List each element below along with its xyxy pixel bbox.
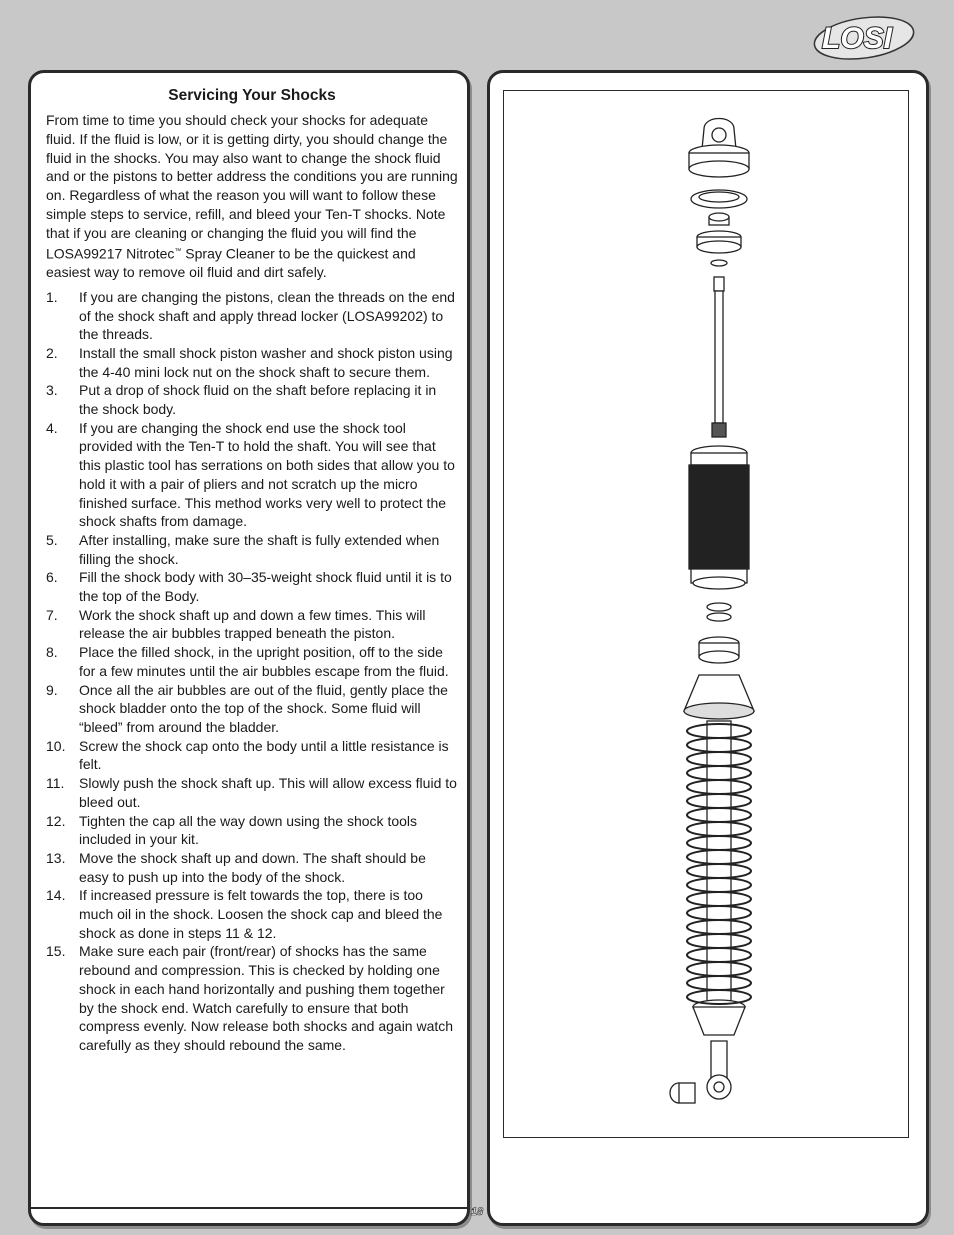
- step-item: [46, 849, 458, 886]
- rod-end: [707, 1041, 731, 1099]
- step-item: [46, 812, 458, 849]
- step-item: [46, 419, 458, 531]
- step-item: [46, 886, 458, 942]
- piston-washer: [711, 260, 727, 266]
- step-item: [46, 942, 458, 1054]
- step-number: 6.: [46, 569, 58, 586]
- page-number: 18: [470, 1206, 484, 1218]
- step-text: Make sure each pair (front/rear) of shocks has the same rebound and compression. This is checked by holding one shock in each hand horizontally and pushing them together by the shock end. Watch carefully to ensure that both compress evenly. Now release both shocks and again watch carefully as they should rebound the same.: [79, 943, 454, 1053]
- step-number: 12.: [46, 812, 66, 829]
- svg-text:LOSI: LOSI: [822, 22, 893, 55]
- lock-nut: [709, 213, 729, 225]
- step-item: [46, 381, 458, 418]
- piston: [697, 231, 741, 253]
- losi-logo: [812, 10, 922, 60]
- step-text: If increased pressure is felt towards the top, there is too much oil in the shock. Loosen the shock cap and bleed the shock as done in steps 11 & 12.: [79, 887, 443, 941]
- upper-spring-cup: [684, 675, 754, 719]
- steps-list: [46, 288, 458, 1055]
- step-text: Fill the shock body with 30–35-weight shock fluid until it is to the top of the Body.: [79, 569, 452, 605]
- step-number: 8.: [46, 644, 58, 661]
- shock-cap: [689, 119, 749, 178]
- step-text: Install the small shock piston washer and shock piston using the 4-40 mini lock nut on the shock shaft to secure them.: [79, 344, 453, 380]
- step-text: Once all the air bubbles are out of the fluid, gently place the shock bladder onto the top of the shock. Some fluid will “bleed” from around the bladder.: [79, 681, 448, 735]
- bladder-ring: [691, 190, 747, 208]
- step-item: [46, 344, 458, 381]
- shock-body: [689, 446, 749, 589]
- step-text: Put a drop of shock fluid on the shaft before replacing it in the shock body.: [79, 382, 437, 418]
- step-text: If you are changing the pistons, clean the threads on the end of the shock shaft and apply thread locker (LOSA99202) to the threads.: [79, 288, 455, 343]
- step-item: [46, 288, 458, 344]
- section-title: Servicing Your Shocks: [168, 87, 336, 104]
- step-text: If you are changing the shock end use the shock tool provided with the Ten-T to hold the shaft. You will see that this plastic tool has serrations on both sides that allow you to hold it with a pair of pliers and not scratch up the micro finished surface. This method works very well to protect the shock shafts from damage.: [79, 419, 455, 530]
- step-text: After installing, make sure the shaft is fully extended when filling the shock.: [79, 531, 440, 567]
- step-text: Slowly push the shock shaft up. This will allow excess fluid to bleed out.: [79, 775, 457, 810]
- step-number: 10.: [46, 737, 66, 754]
- collar: [699, 637, 739, 663]
- shock-exploded-diagram: [503, 90, 909, 1138]
- step-number: 7.: [46, 606, 58, 623]
- bushing: [670, 1083, 695, 1103]
- step-number: 9.: [46, 681, 58, 698]
- step-number: 14.: [46, 887, 66, 904]
- step-number: 15.: [46, 943, 66, 960]
- step-text: Place the filled shock, in the upright position, off to the side for a few minutes until the air bubbles escape from the fluid.: [79, 644, 449, 679]
- step-number: 4.: [46, 419, 58, 436]
- step-number: 1.: [46, 288, 58, 305]
- step-number: 2.: [46, 344, 58, 361]
- intro-paragraph: From time to time you should check your shocks for adequate fluid. If the fluid is low, or it is getting dirty, you should change the fluid in the shocks. You may also want to change the shock fluid and or the pistons to better address the conditions you are running on. Regardless of what the reason you will want to follow these simple steps to service, refill, and bleed your Ten-T shocks. Note that if you are cleaning or changing the fluid you will find the LOSA99217 Nitrotec™ Spray Cleaner to be the quickest and easiest way to remove oil fluid and dirt safely.: [46, 112, 458, 281]
- body-seals: [707, 603, 731, 621]
- shock-diagram-svg: [504, 91, 908, 1137]
- step-item: [46, 568, 458, 605]
- step-text: Screw the shock cap onto the body until a little resistance is felt.: [79, 737, 449, 773]
- lower-spring-cup: [693, 1000, 745, 1035]
- step-number: 13.: [46, 849, 66, 866]
- step-item: [46, 643, 458, 680]
- step-item: [46, 774, 458, 811]
- step-number: 3.: [46, 382, 58, 399]
- step-item: [46, 737, 458, 774]
- step-item: [46, 531, 458, 568]
- step-text: Tighten the cap all the way down using the shock tools included in your kit.: [79, 812, 418, 848]
- step-item: [46, 606, 458, 643]
- shock-shaft: [712, 277, 726, 437]
- step-number: 11.: [46, 775, 65, 792]
- instructions-panel: [28, 70, 470, 1226]
- step-text: Work the shock shaft up and down a few times. This will release the air bubbles trapped beneath the piston.: [79, 606, 426, 642]
- diagram-panel: [487, 70, 929, 1226]
- panel-divider: [31, 1207, 467, 1209]
- step-item: [46, 681, 458, 737]
- step-number: 5.: [46, 531, 58, 548]
- step-text: Move the shock shaft up and down. The shaft should be easy to push up into the body of the shock.: [79, 849, 426, 885]
